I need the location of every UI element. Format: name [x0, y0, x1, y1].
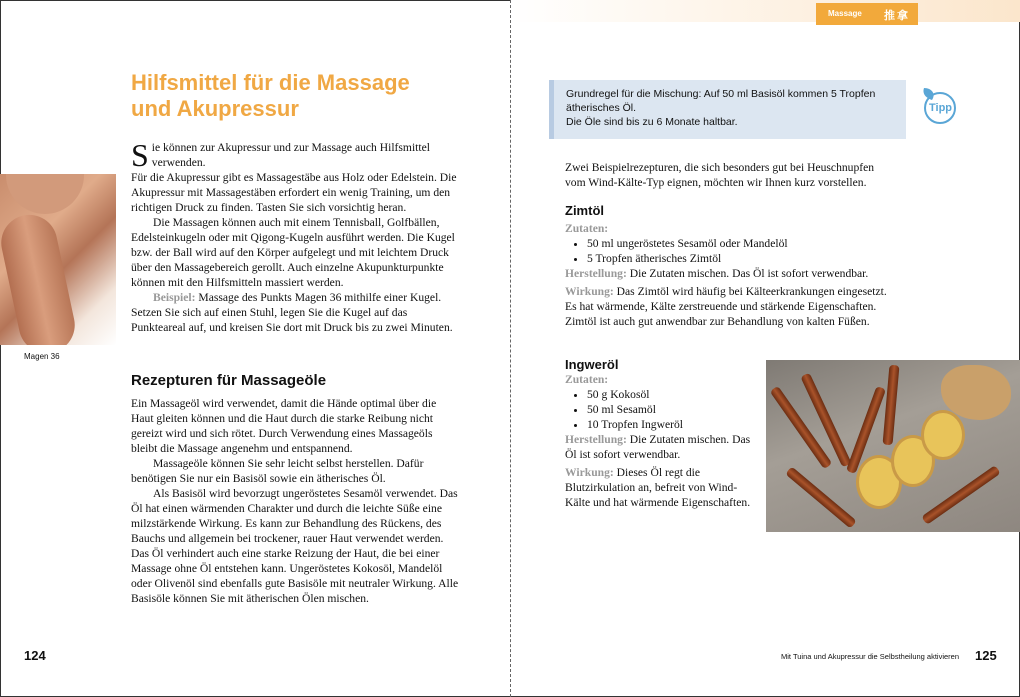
rez-p2: Massageöle können Sie sehr leicht selbst herstellen. Dafür benötigen Sie nur ein Basisöl sowie ein ätherisches Öl. — [131, 457, 424, 485]
ingwer-zutaten-label: Zutaten: — [565, 373, 609, 386]
ingwer-herstellung: Die Zutaten mischen. Das Öl ist sofort verwendbar. — [565, 433, 751, 461]
right-page — [511, 0, 1020, 697]
zimt-wirkung-label: Wirkung: — [565, 285, 614, 298]
rezepturen-text — [131, 396, 461, 606]
ingwer-wirkung-label: Wirkung: — [565, 466, 614, 479]
chapter-tab — [816, 3, 918, 25]
title-line-2: und Akupressur — [131, 96, 299, 121]
intro-p1: ie können zur Akupressur und zur Massage auch Hilfsmittel verwenden. — [151, 141, 430, 169]
ingwer-recipe — [565, 357, 760, 510]
leg-massage-photo — [0, 174, 116, 345]
recipes-intro: Zwei Beispielrezepturen, die sich besonders gut bei Heuschnupfen vom Wind-Kälte-Typ eignen, möchten wir Ihnen kurz vorstellen. — [565, 161, 875, 189]
chapter-tab-chinese: 推拿 — [884, 10, 910, 22]
list-item: • 50 ml ungeröstetes Sesamöl oder Mandelöl — [587, 236, 895, 251]
ingwer-herstellung-label: Herstellung: — [565, 433, 627, 446]
ingwer-ingredients — [565, 387, 760, 432]
ingwer-title: Ingweröl — [565, 357, 619, 372]
intro-text — [131, 137, 461, 335]
running-footer: Mit Tuina und Akupressur die Selbstheilung aktivieren — [781, 652, 960, 661]
top-strip — [511, 0, 1020, 22]
photo-caption: Magen 36 — [24, 352, 60, 361]
tipp-label: Tipp — [929, 102, 953, 114]
zimt-ingredients — [565, 236, 895, 266]
zimt-recipe — [565, 203, 895, 329]
zimt-herstellung: Die Zutaten mischen. Das Öl ist sofort verwendbar. — [626, 267, 869, 280]
zimt-title: Zimtöl — [565, 203, 604, 218]
page-title — [131, 70, 410, 122]
tipp-badge — [916, 84, 960, 124]
title-line-1: Hilfsmittel für die Massage — [131, 70, 410, 95]
info-line-2: Die Öle sind bis zu 6 Monate haltbar. — [566, 116, 738, 128]
cinnamon-ginger-photo — [766, 360, 1020, 532]
beispiel-label: Beispiel: — [153, 291, 196, 304]
drop-cap: S — [131, 137, 149, 173]
rez-p3: Als Basisöl wird bevorzugt ungeröstetes Sesamöl verwendet. Das Öl hat einen wärmenden Charakter und durch die leichte Süße eine milzstärkende Wirkung. Es kann zur Behandlung des Rückens, des Bauchs und allgemein bei trockener, rauer Haut verwendet werden. Das Öl verhindert auch eine starke Reizung der Haut, die bei einer Massage ohne Öl entstehen kann. Ungeröstetes Kokosöl, Mandelöl oder Olivenöl sind ebenfalls gute Basisöle mit neutraler Wirkung. Alle Basisöle können Sie mit ätherischen Ölen mischen. — [131, 487, 459, 605]
list-item: • 5 Tropfen ätherisches Zimtöl — [587, 251, 895, 266]
page-number-right: 125 — [975, 648, 997, 663]
zimt-wirkung: Das Zimtöl wird häufig bei Kälteerkrankungen eingesetzt. Es hat wärmende, Kälte zerstreuende und stärkende Eigenschaften. Zimtöl ist auch gut anwendbar zur Behandlung von kalten Füßen. — [565, 285, 887, 328]
section-heading: Rezepturen für Massageöle — [131, 372, 327, 389]
info-line-1: Grundregel für die Mischung: Auf 50 ml Basisöl kommen 5 Tropfen ätherisches Öl. — [566, 88, 876, 114]
rez-p1: Ein Massageöl wird verwendet, damit die Hände optimal über die Haut gleiten können und die Haut durch die starke Reibung nicht gereizt wird und sich rötet. Durch Verwendung eines Massageöls bleibt die Massage angenehm und entspannend. — [131, 397, 437, 455]
beispiel-paragraph — [131, 290, 461, 335]
list-item: • 10 Tropfen Ingweröl — [587, 417, 760, 432]
zimt-herstellung-label: Herstellung: — [565, 267, 627, 280]
info-box — [549, 80, 906, 139]
list-item: • 50 ml Sesamöl — [587, 402, 760, 417]
page-number-left: 124 — [24, 648, 46, 663]
intro-p2: Für die Akupressur gibt es Massagestäbe aus Holz oder Edelstein. Die Akupressur mit Massagestäben erfordert ein wenig Training, um den richtigen Druck zu finden. Tasten Sie sich vorsichtig heran. — [131, 171, 457, 214]
list-item: • 50 g Kokosöl — [587, 387, 760, 402]
beispiel-text: Massage des Punkts Magen 36 mithilfe einer Kugel. Setzen Sie sich auf einen Stuhl, legen Sie die Kugel auf das Punkteareal auf, und kreisen Sie dort mit Druck bis zu zwei Minuten. — [131, 291, 453, 334]
chapter-tab-label: Massage — [828, 9, 862, 18]
ingwer-wirkung: Dieses Öl regt die Blutzirkulation an, befreit von Wind-Kälte und hat wärmende Eigenschaften. — [565, 466, 751, 509]
intro-p3: Die Massagen können auch mit einem Tennisball, Golfbällen, Edelsteinkugeln oder mit Qigong-Kugeln ausführt werden. Die Kugel bzw. der Ball wird auf den Körper aufgelegt und mit leichtem Druck über den Massagebereich gerollt. Auch einzelne Akupunkturpunkte können mit den Hilfsmitteln massiert werden. — [131, 216, 455, 289]
zimt-zutaten-label: Zutaten: — [565, 222, 609, 235]
